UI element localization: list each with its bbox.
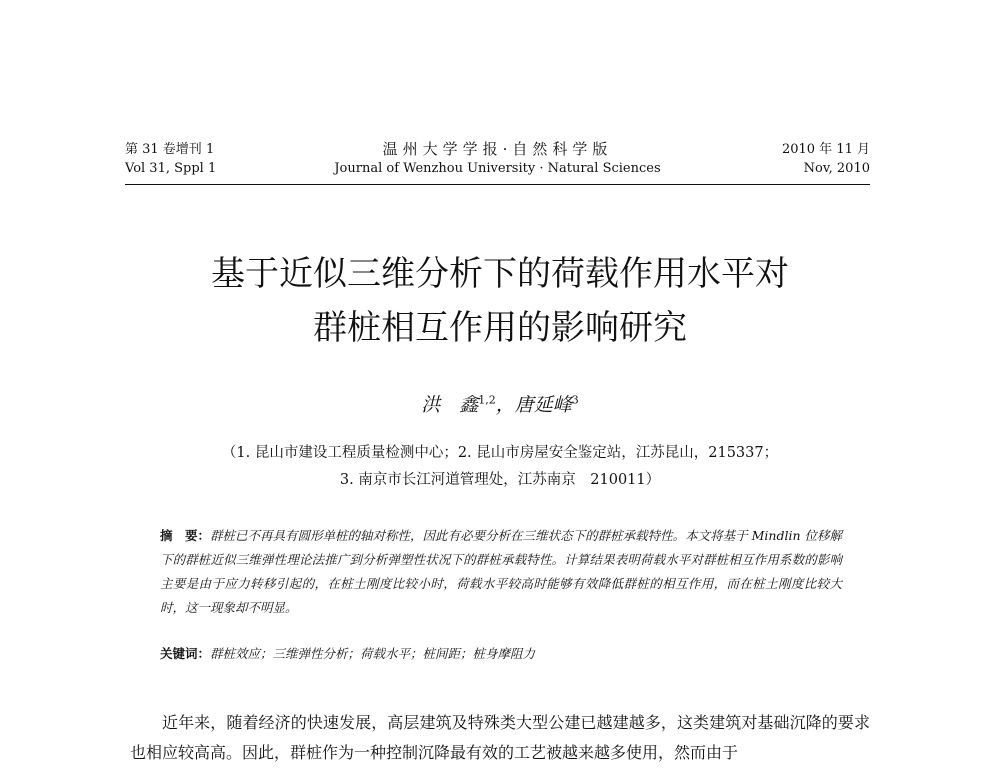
issue-date (782, 140, 870, 178)
title-line-2: 群桩相互作用的影响研究 (313, 308, 687, 348)
keywords-label: 关键词： (160, 646, 211, 661)
journal-header (125, 140, 870, 185)
paper-title (0, 247, 1000, 355)
author-list (0, 390, 1000, 417)
volume-cn: 第 31 卷增刊 1 (125, 142, 215, 157)
author-separator: ， (495, 394, 515, 416)
affiliations (0, 440, 1000, 494)
issue-date-cn: 2010 年 11 月 (781, 142, 870, 157)
author-2-affil: 3 (571, 393, 579, 407)
journal-name-en: Journal of Wenzhou University · Natural Sciences (334, 161, 661, 176)
author-1-affil: 1,2 (478, 393, 496, 407)
abstract-text: 群桩已不再具有圆形单桩的轴对称性，因此有必要分析在三维状态下的群桩承载特性。本文将基于 Mindlin 位移解下的群桩近似三维弹性理论法推广到分析弹塑性状况下的群桩承载特性。计算结果表明荷载水平对群桩相互作用系数的影响主要是由于应力转移引起的，在桩土刚度比较小时，荷载水平较高时能够有效降低群桩的相互作用，而在桩土刚度比较大时，这一现象却不明显。 (160, 528, 842, 615)
abstract-label: 摘 要： (160, 528, 211, 543)
title-line-1: 基于近似三维分析下的荷载作用水平对 (211, 254, 789, 294)
affiliation-line-1: （1. 昆山市建设工程质量检测中心；2. 昆山市房屋安全鉴定站，江苏昆山，215337； (221, 445, 779, 461)
keywords (160, 644, 842, 662)
body-paragraph: 近年来，随着经济的快速发展，高层建筑及特殊类大型公建已越建越多，这类建筑对基础沉降的要求也相应较高高。因此，群桩作为一种控制沉降最有效的工艺被越来越多使用，然而由于 (130, 713, 870, 762)
keywords-text: 群桩效应；三维弹性分析；荷载水平；桩间距；桩身摩阻力 (210, 646, 536, 661)
journal-name (125, 140, 870, 178)
journal-name-cn: 温州大学学报·自然科学版 (382, 140, 613, 158)
author-1: 洪 鑫 (421, 394, 479, 416)
abstract (160, 524, 842, 620)
affiliation-line-2: 3. 南京市长江河道管理处，江苏南京 210011） (339, 472, 661, 488)
volume-en: Vol 31, Sppl 1 (125, 161, 217, 176)
author-2: 唐延峰 (514, 394, 572, 416)
issue-date-en: Nov, 2010 (803, 161, 870, 176)
